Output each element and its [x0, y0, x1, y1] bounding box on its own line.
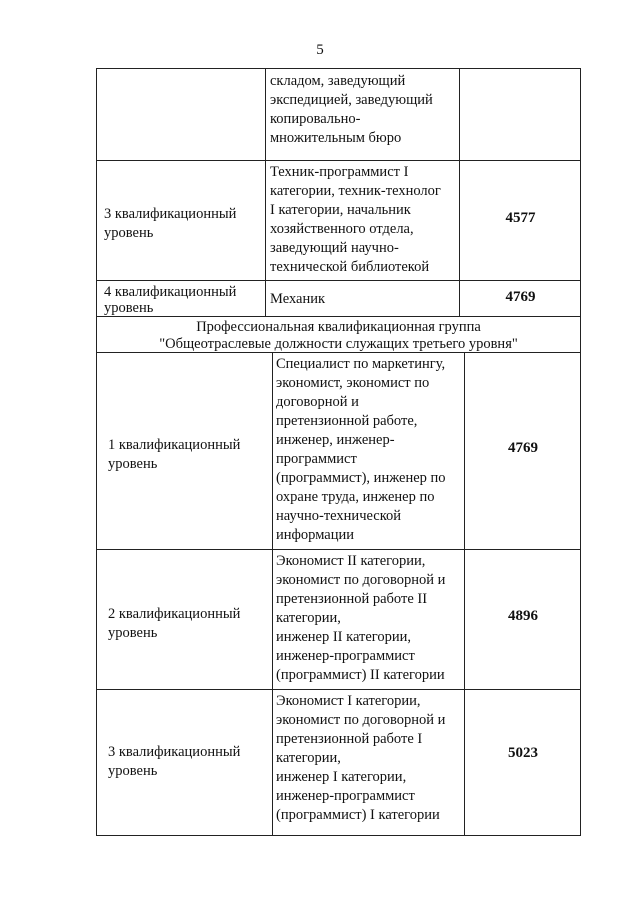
table-cell-positions: Экономист II категории, экономист по договорной и претензионной работе II категории, инженер II категории, инженер-программист (программист) II категории: [276, 553, 446, 683]
table-cell-positions: Экономист I категории, экономист по договорной и претензионной работе I категории, инженер I категории, инженер-программист (программист) I категории: [276, 693, 446, 823]
table-cell-level: 3 квалификационный уровень: [104, 206, 237, 241]
row-divider: [96, 316, 581, 317]
column-divider: [464, 352, 465, 836]
row-divider: [96, 549, 581, 550]
row-divider: [96, 689, 581, 690]
column-divider: [459, 68, 460, 316]
table-cell-salary: 4896: [508, 608, 538, 624]
group-header-line2: "Общеотраслевые должности служащих третьего уровня": [159, 336, 518, 352]
table-cell-salary: 5023: [508, 745, 538, 761]
column-divider: [272, 352, 273, 836]
table-cell-positions: Специалист по маркетингу, экономист, экономист по договорной и претензионной работе, инженер, инженер- программист (программист), инженер по охране труда, инженер по научно-технической информации: [276, 356, 446, 543]
table-cell-salary: 4769: [508, 440, 538, 456]
table-cell-level: 4 квалификационный уровень: [104, 284, 237, 316]
group-header-line1: Профессиональная квалификационная группа: [196, 319, 481, 335]
table-cell-positions: Механик: [270, 291, 326, 307]
page-number: 5: [316, 42, 324, 58]
table-cell-positions: Техник-программист I категории, техник-технолог I категории, начальник хозяйственного отдела, заведующий научно- технической библиотекой: [270, 164, 441, 275]
table-cell-level: 1 квалификационный уровень: [108, 437, 241, 472]
table-cell-salary: 4577: [505, 210, 536, 226]
column-divider: [265, 68, 266, 316]
table-cell-level: 3 квалификационный уровень: [108, 744, 241, 779]
row-divider: [96, 160, 581, 161]
table-cell-salary: 4769: [505, 289, 536, 305]
table-cell-level: 2 квалификационный уровень: [108, 606, 241, 641]
row-divider: [96, 280, 581, 281]
table-cell-positions: складом, заведующий экспедицией, заведующий копировально- множительным бюро: [270, 73, 433, 146]
